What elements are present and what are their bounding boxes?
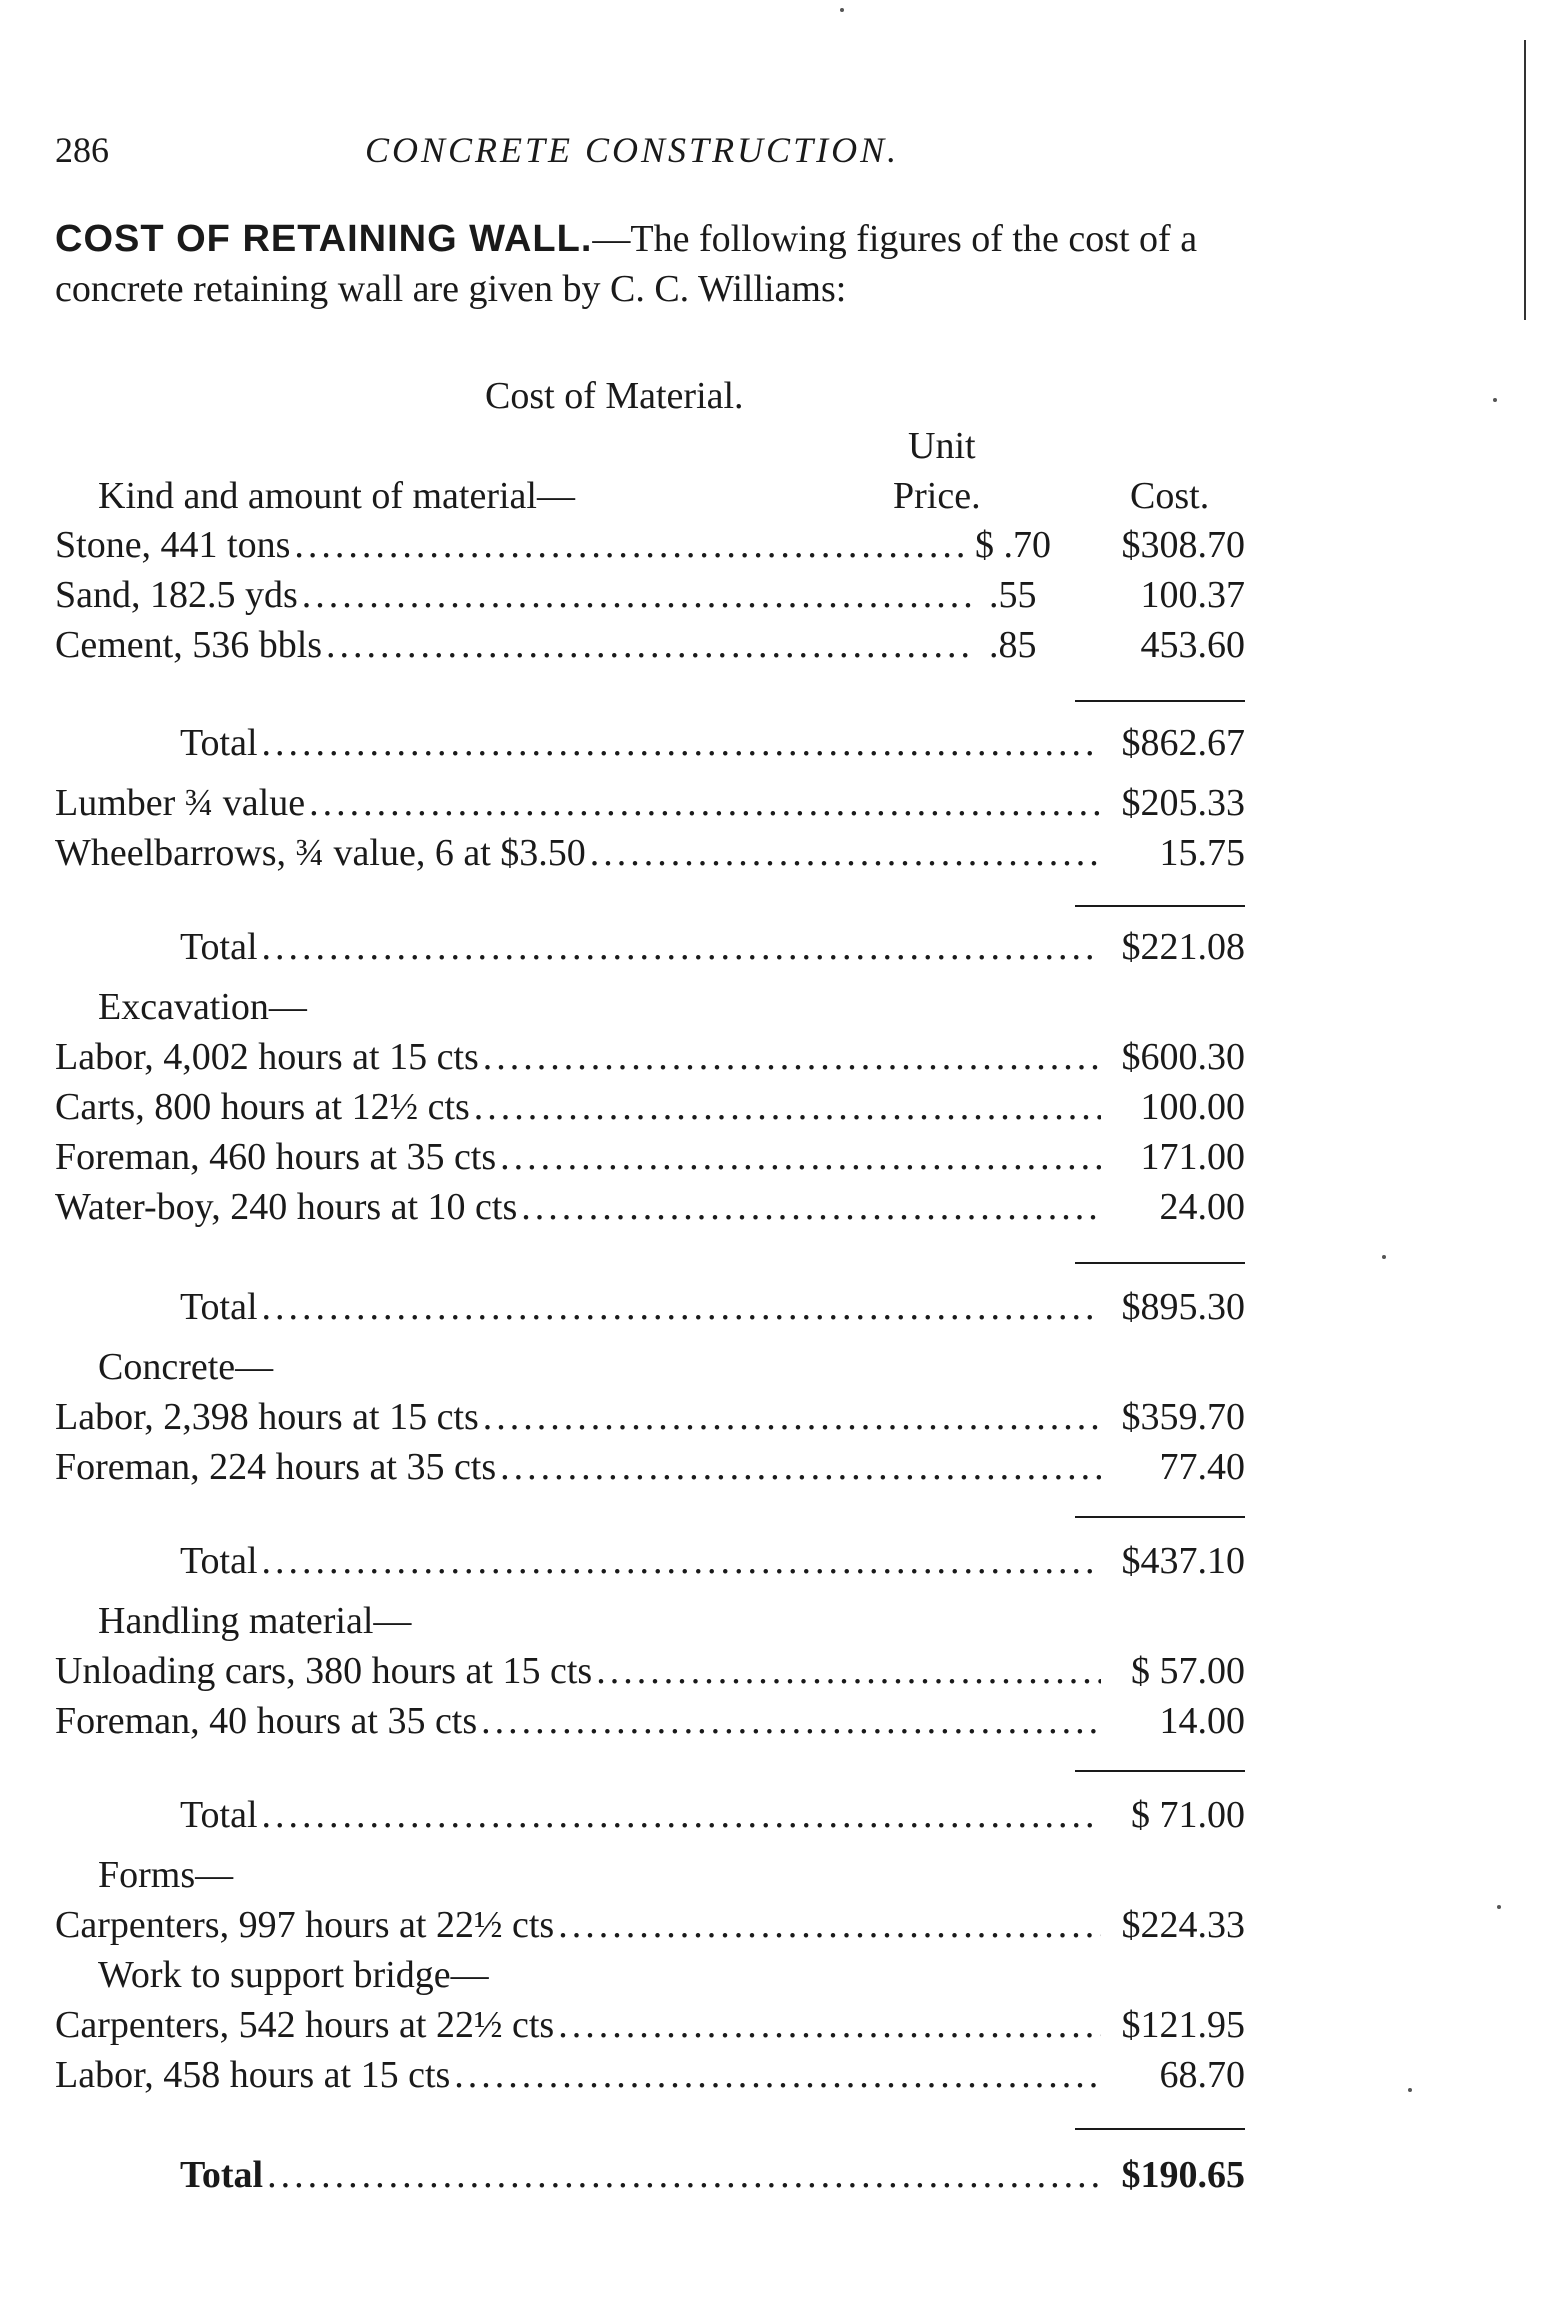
sum-rule [1075, 700, 1245, 702]
subsection-heading: Excavation— [98, 986, 307, 1028]
row-label: Cement, 536 bbls [55, 624, 323, 666]
column-header-kind: Kind and amount of material— [98, 475, 575, 517]
row-label: Lumber ¾ value [55, 782, 306, 824]
table-row [55, 828, 1245, 878]
row-label: Labor, 2,398 hours at 15 cts [55, 1396, 479, 1438]
row-label: Labor, 458 hours at 15 cts [55, 2054, 451, 2096]
subsection-heading: Work to support bridge— [98, 1954, 489, 1996]
total-row [55, 718, 1245, 768]
subsection-heading: Forms— [98, 1854, 234, 1896]
total-amount: $862.67 [1121, 722, 1245, 764]
total-row [55, 1536, 1245, 1586]
total-amount: $221.08 [1121, 926, 1245, 968]
dot-leader [474, 1082, 1101, 1132]
total-row [55, 1282, 1245, 1332]
table-row [55, 2050, 1245, 2100]
table-row [55, 1696, 1245, 1746]
column-header-cost: Cost. [1130, 475, 1210, 517]
dot-leader [596, 1646, 1101, 1696]
dot-leader [267, 2150, 1101, 2200]
dot-leader [302, 570, 971, 620]
section-heading: COST OF RETAINING WALL. [55, 218, 593, 260]
row-amount: 100.00 [1140, 1086, 1245, 1128]
subsection-heading: Handling material— [98, 1600, 412, 1642]
dot-leader [558, 1900, 1101, 1950]
row-amount: $224.33 [1121, 1904, 1245, 1946]
dot-leader [262, 1282, 1101, 1332]
row-amount: 77.40 [1159, 1446, 1245, 1488]
total-label: Total [180, 1540, 258, 1582]
row-amount: $359.70 [1121, 1396, 1245, 1438]
row-label: Water-boy, 240 hours at 10 cts [55, 1186, 518, 1228]
row-label: Labor, 4,002 hours at 15 cts [55, 1036, 479, 1078]
dot-leader [309, 778, 1101, 828]
total-row [55, 922, 1245, 972]
total-amount: $437.10 [1121, 1540, 1245, 1582]
scan-speck [1382, 1255, 1386, 1259]
scan-speck [1408, 2088, 1412, 2092]
dot-leader [454, 2050, 1101, 2100]
row-amount: 171.00 [1140, 1136, 1245, 1178]
dot-leader [521, 1182, 1101, 1232]
dot-leader [294, 520, 971, 570]
total-label: Total [180, 2154, 264, 2196]
table-row [55, 620, 1245, 670]
total-row [55, 2150, 1245, 2200]
sum-rule [1075, 905, 1245, 907]
row-label: Carpenters, 997 hours at 22½ cts [55, 1904, 555, 1946]
table-title: Cost of Material. [485, 375, 744, 417]
row-amount: $600.30 [1121, 1036, 1245, 1078]
row-label: Foreman, 40 hours at 35 cts [55, 1700, 478, 1742]
page-number: 286 [55, 130, 109, 170]
total-amount: $190.65 [1121, 2154, 1245, 2196]
table-row [55, 1182, 1245, 1232]
row-label: Carpenters, 542 hours at 22½ cts [55, 2004, 555, 2046]
row-label: Foreman, 224 hours at 35 cts [55, 1446, 497, 1488]
scan-speck [1497, 1905, 1501, 1909]
scan-speck [840, 8, 844, 12]
row-amount: 24.00 [1159, 1186, 1245, 1228]
table-row [55, 1442, 1245, 1492]
intro-text: —The following figures of the cost of a concrete retaining wall are given by C. C. Williams: [55, 218, 1198, 310]
row-amount: 100.37 [1140, 574, 1245, 616]
dot-leader [262, 1790, 1101, 1840]
sum-rule [1075, 1516, 1245, 1518]
row-label: Foreman, 460 hours at 35 cts [55, 1136, 497, 1178]
page-edge-shadow [1524, 40, 1526, 320]
sum-rule [1075, 2128, 1245, 2130]
dot-leader [590, 828, 1101, 878]
row-amount: 68.70 [1159, 2054, 1245, 2096]
sum-rule [1075, 1262, 1245, 1264]
table-row [55, 1032, 1245, 1082]
total-row [55, 1790, 1245, 1840]
dot-leader [500, 1132, 1101, 1182]
row-unit-price: .85 [989, 624, 1037, 666]
dot-leader [558, 2000, 1101, 2050]
dot-leader [483, 1032, 1101, 1082]
row-amount: 453.60 [1140, 624, 1245, 666]
scan-speck [1493, 398, 1497, 402]
dot-leader [262, 718, 1101, 768]
column-header-unit: Unit [908, 425, 976, 467]
dot-leader [500, 1442, 1101, 1492]
table-row [55, 1646, 1245, 1696]
row-amount: 14.00 [1159, 1700, 1245, 1742]
row-label: Carts, 800 hours at 12½ cts [55, 1086, 470, 1128]
table-row [55, 520, 1245, 570]
table-row [55, 570, 1245, 620]
table-row [55, 778, 1245, 828]
total-amount: $ 71.00 [1131, 1794, 1245, 1836]
row-amount: $308.70 [1121, 524, 1245, 566]
table-row [55, 1132, 1245, 1182]
row-label: Unloading cars, 380 hours at 15 cts [55, 1650, 593, 1692]
dot-leader [481, 1696, 1101, 1746]
total-amount: $895.30 [1121, 1286, 1245, 1328]
row-unit-price: .55 [989, 574, 1037, 616]
total-label: Total [180, 1794, 258, 1836]
total-label: Total [180, 1286, 258, 1328]
subsection-heading: Concrete— [98, 1346, 274, 1388]
sum-rule [1075, 1770, 1245, 1772]
table-row [55, 1082, 1245, 1132]
dot-leader [262, 922, 1101, 972]
row-label: Sand, 182.5 yds [55, 574, 298, 616]
dot-leader [262, 1536, 1101, 1586]
row-amount: $ 57.00 [1131, 1650, 1245, 1692]
dot-leader [326, 620, 971, 670]
column-header-price: Price. [893, 475, 981, 517]
row-label: Stone, 441 tons [55, 524, 291, 566]
row-amount: $121.95 [1121, 2004, 1245, 2046]
dot-leader [483, 1392, 1101, 1442]
row-amount: $205.33 [1121, 782, 1245, 824]
table-row [55, 1900, 1245, 1950]
table-row [55, 1392, 1245, 1442]
row-unit-price: $ .70 [975, 524, 1051, 566]
total-label: Total [180, 926, 258, 968]
intro-paragraph [55, 214, 1255, 314]
row-label: Wheelbarrows, ¾ value, 6 at $3.50 [55, 832, 586, 874]
running-title: CONCRETE CONSTRUCTION. [365, 130, 900, 170]
table-row [55, 2000, 1245, 2050]
row-amount: 15.75 [1159, 832, 1245, 874]
total-label: Total [180, 722, 258, 764]
running-head [55, 128, 899, 172]
